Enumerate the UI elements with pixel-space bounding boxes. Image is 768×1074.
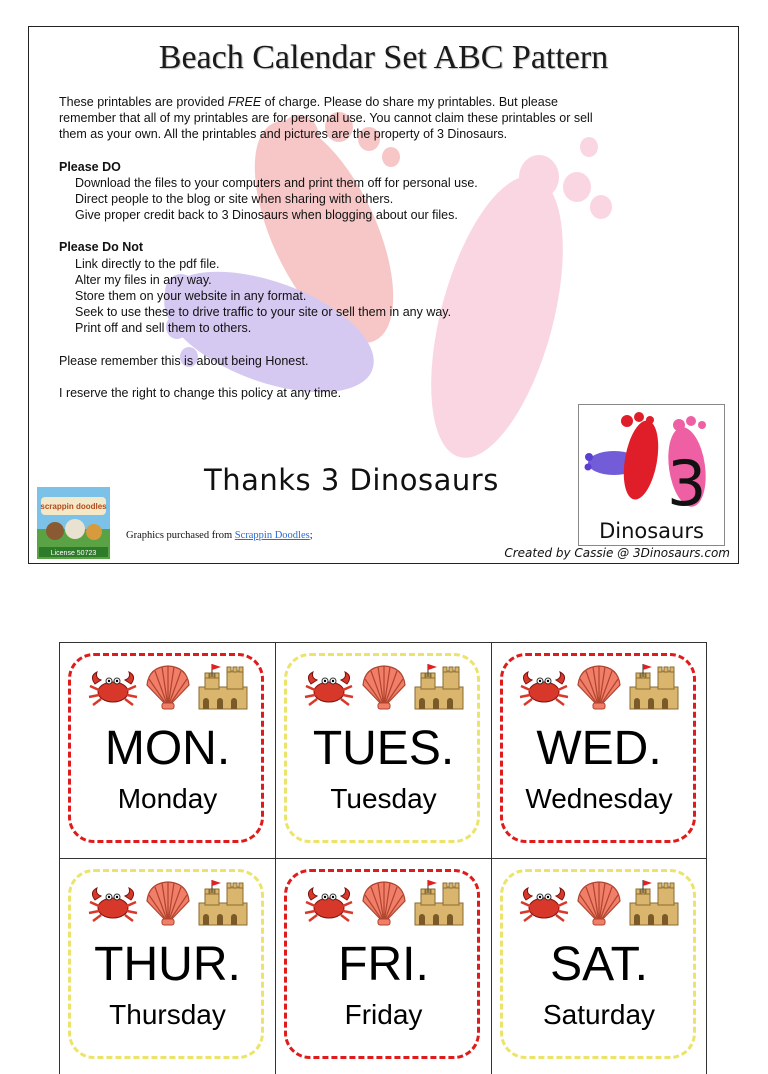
day-abbreviation: THUR. [94,938,241,991]
shell-icon [143,879,193,927]
intro-text-b: of charge. Please do share my printables. But please [261,95,558,109]
crab-icon [518,666,570,708]
please-do-item: Give proper credit back to 3 Dinosaurs when blogging about our files. [75,208,458,223]
beach-icons [60,879,275,927]
graphics-credit-text: Graphics purchased from [126,530,235,541]
sandcastle-icon [197,879,249,927]
beach-icons [60,663,275,711]
reserve-note: I reserve the right to change this policy at any time. [59,385,342,400]
please-do-not-item: Seek to use these to drive traffic to your site or sell them in any way. [75,305,452,320]
day-card-wednesday [491,642,707,858]
crab-icon [518,882,570,924]
three-dinosaurs-logo [578,404,725,546]
day-card-thursday [59,858,275,1074]
sandcastle-icon [628,663,680,711]
day-full-name: Saturday [542,999,656,1030]
crab-icon [303,882,355,924]
scrappin-doodles-logo [37,487,110,559]
intro-line-3: them as your own. All the printables and pictures are the property of 3 Dinosaurs. [59,127,508,142]
sandcastle-icon [413,663,465,711]
crab-icon [87,882,139,924]
page-title: Beach Calendar Set ABC Pattern [158,39,609,76]
shell-icon [574,663,624,711]
please-do-heading: Please DO [59,159,121,174]
scrappin-doodles-link[interactable]: Scrappin Doodles [234,530,310,541]
please-do-not-heading: Please Do Not [59,240,144,255]
day-card-friday [275,858,491,1074]
day-abbreviation: FRI. [338,938,429,991]
graphics-credit [126,530,313,541]
day-full-name: Tuesday [330,783,437,814]
shell-icon [359,879,409,927]
honest-note: Please remember this is about being Honest. [59,353,309,368]
graphics-credit-suffix: ; [309,530,313,541]
day-full-name: Wednesday [525,783,673,814]
day-abbreviation: TUES. [312,722,455,775]
please-do-item: Download the files to your computers and print them off for personal use. [75,175,478,190]
please-do-not-item: Print off and sell them to others. [75,321,252,336]
day-full-name: Friday [344,999,423,1030]
created-by-credit: Created by Cassie @ 3Dinosaurs.com [504,546,730,560]
day-abbreviation: MON. [104,722,231,775]
policy-sheet [28,26,739,564]
crab-icon [303,666,355,708]
svg-text:scrappin doodles: scrappin doodles [40,502,107,511]
day-card-saturday [491,858,707,1074]
sandcastle-icon [197,663,249,711]
crab-icon [87,666,139,708]
day-full-name: Thursday [109,999,226,1030]
free-emphasis: FREE [227,95,262,109]
beach-icons [492,663,706,711]
footprints-logo-icon [579,405,724,515]
intro-line-1 [59,94,699,110]
sandcastle-icon [628,879,680,927]
beach-icons [276,879,491,927]
please-do-not-item: Alter my files in any way. [75,272,212,287]
day-abbreviation: SAT. [550,938,648,991]
intro-text-a: These printables are provided [59,95,228,109]
beach-icons [276,663,491,711]
logo-number: 3 [667,447,707,515]
please-do-not-item: Link directly to the pdf file. [75,256,220,271]
shell-icon [574,879,624,927]
policy-text [59,94,699,401]
please-do-not-item: Store them on your website in any format. [75,289,307,304]
sandcastle-icon [413,879,465,927]
intro-line-2: remember that all of my printables are for personal use. You cannot claim these printables or sell [59,111,593,126]
day-card-monday [59,642,275,858]
shell-icon [359,663,409,711]
thanks-signature: Thanks 3 Dinosaurs [204,463,499,497]
please-do-item: Direct people to the blog or site when sharing with others. [75,192,394,207]
beach-icons [492,879,706,927]
shell-icon [143,663,193,711]
calendar-cards [59,642,707,1030]
day-full-name: Monday [117,783,218,814]
day-abbreviation: WED. [536,722,662,775]
logo-word: Dinosaurs [599,519,704,543]
svg-text:License 50723: License 50723 [50,550,97,557]
day-card-tuesday [275,642,491,858]
